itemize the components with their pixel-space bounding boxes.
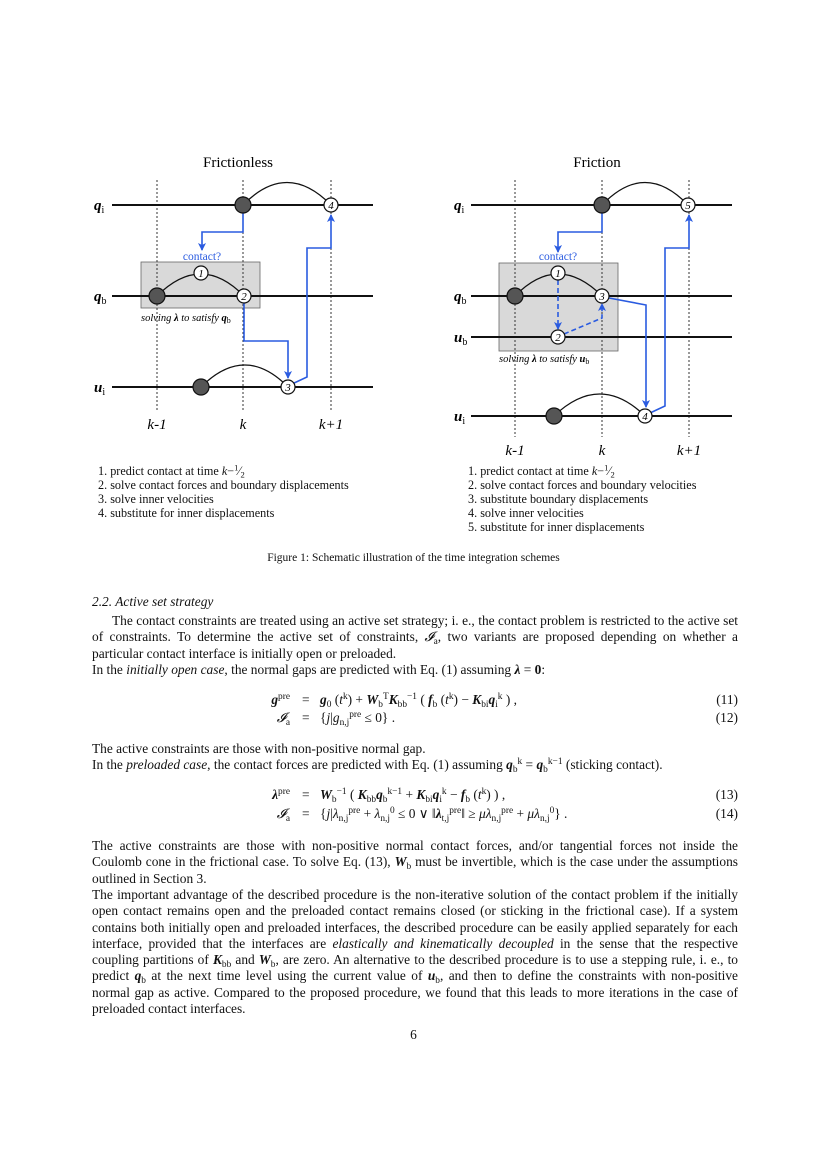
row-label-qb: $q_b$	[94, 289, 107, 307]
text-run: +	[402, 787, 417, 802]
text-run: =	[520, 662, 535, 677]
time-label: k	[598, 443, 606, 459]
text-run: j	[326, 806, 331, 821]
text-run: μλ	[527, 806, 540, 821]
text-run: initially open case	[126, 662, 225, 677]
text-run: n,j	[539, 813, 550, 824]
text-run: K	[212, 952, 222, 968]
text-run: j	[326, 710, 331, 725]
text-run: 0	[549, 805, 555, 816]
list-item	[98, 464, 349, 478]
text-run: 0	[390, 805, 395, 816]
list-item	[98, 478, 349, 492]
arrow	[650, 215, 689, 413]
text-run: a	[433, 637, 438, 648]
text-run: λ	[514, 662, 521, 677]
text-run: , the normal gaps are predicted with Eq. (1) assuming	[224, 662, 515, 677]
section-heading: 2.2. Active set strategy	[92, 594, 214, 609]
known-node	[149, 288, 165, 304]
step-number: 3	[599, 291, 605, 303]
known-node	[546, 408, 562, 424]
text-run: ≤ 0} .	[361, 710, 396, 725]
text-run: ⁄	[238, 464, 241, 478]
text-run: k	[481, 786, 487, 797]
text-run: (	[346, 787, 358, 802]
text-run: at the next time level using the current value of	[145, 968, 428, 984]
text-run: (	[437, 692, 446, 707]
text-run: k	[591, 464, 598, 478]
known-node	[193, 379, 209, 395]
list-item	[98, 492, 349, 506]
text-run: 4. substitute for inner displacements	[98, 506, 275, 520]
text-run: The contact constraints are treated using an active set strategy; i. e., the contact problem is restricted to the active set of constraints. To determine the active set of constraints,	[92, 613, 738, 645]
text-run: 1. predict contact at time	[468, 464, 592, 478]
text-run: bb	[397, 699, 407, 710]
text-run: (	[416, 692, 429, 707]
paragraph	[92, 613, 738, 662]
text-run: |	[330, 806, 333, 821]
text-run: 4. solve inner velocities	[468, 506, 584, 520]
paragraph	[92, 757, 738, 773]
text-run: +	[513, 806, 528, 821]
equation-number: (14)	[715, 806, 738, 821]
equation-number: (12)	[715, 710, 738, 725]
text-run: t	[445, 692, 449, 707]
text-run: b	[406, 862, 412, 873]
text-run: q	[376, 787, 383, 802]
row-label-qb: $q_b$	[454, 289, 467, 307]
text-run: ≤ 0 ∨ ‖	[394, 806, 436, 821]
arrow	[558, 205, 602, 252]
text-run: K	[472, 692, 482, 707]
text-run: K	[416, 787, 426, 802]
panel-title: Frictionless	[203, 155, 273, 171]
list-item	[468, 492, 696, 506]
time-label: k+1	[318, 417, 344, 433]
arc	[243, 183, 331, 206]
text-run: pre	[449, 805, 462, 816]
text-run: W	[258, 952, 271, 968]
equation-lhs	[272, 787, 290, 803]
solve-label: solving λ to satisfy qb	[141, 313, 231, 325]
text-run: k	[448, 691, 454, 702]
row-label-ub: $u_b$	[454, 330, 468, 348]
text-run: n,j	[491, 813, 502, 824]
text-run: b	[465, 794, 471, 805]
friction-steps-list	[468, 464, 696, 534]
paragraph	[92, 838, 738, 887]
arc	[602, 183, 688, 206]
text-run: W	[394, 854, 407, 870]
text-run: T	[382, 691, 389, 702]
text-run: g	[332, 710, 340, 725]
equation-14	[92, 806, 738, 824]
text-run: μλ	[479, 806, 492, 821]
text-run: q	[506, 757, 513, 772]
text-run: bi	[481, 699, 489, 710]
arrow	[292, 215, 331, 384]
step-number: 5	[685, 200, 691, 212]
frictionless-diagram	[94, 155, 373, 433]
text-run: f	[460, 787, 466, 802]
equation-rhs	[320, 806, 567, 822]
text-run: 𝓘	[424, 629, 434, 645]
step-number: 2	[241, 291, 247, 303]
text-run: preloaded case	[126, 757, 208, 772]
page-number: 6	[410, 1027, 417, 1042]
text-run: k	[221, 464, 228, 478]
text-run: +	[360, 806, 375, 821]
text-run: ‖ ≥	[461, 806, 479, 821]
text-run: In the	[92, 757, 127, 772]
arc	[201, 365, 288, 387]
equation-12	[92, 710, 738, 728]
text-run: −	[597, 464, 605, 478]
list-item	[468, 506, 696, 520]
text-run: q	[134, 968, 142, 984]
text-run: (sticking contact).	[562, 757, 663, 772]
list-item	[468, 520, 696, 534]
paragraph	[92, 662, 738, 678]
equation-13	[92, 787, 738, 805]
text-run: 3. solve inner velocities	[98, 492, 214, 506]
text-run: 1	[234, 462, 239, 473]
text-run: } .	[554, 806, 568, 821]
equation-relation: =	[302, 806, 310, 821]
text-run: {	[320, 806, 327, 821]
text-run: =	[522, 757, 537, 772]
text-run: , the contact forces are predicted with Eq. (1) assuming	[207, 757, 507, 772]
text-run: i	[495, 699, 498, 710]
text-run: 1	[604, 462, 609, 473]
text-run: |	[330, 710, 333, 725]
equation-number: (13)	[715, 787, 738, 802]
text-run: (	[470, 787, 478, 802]
step-number: 1	[555, 268, 561, 280]
step-number: 2	[555, 332, 561, 344]
text-run: , and then to define the constraints with non-positive normal gap as active. Compared to the proposed procedure, we found that this leads to more iterations in the case of preloaded contact interfaces.	[92, 968, 738, 1017]
step-number: 1	[198, 268, 204, 280]
equation-relation: =	[302, 692, 310, 707]
text-run: In the	[92, 662, 127, 677]
text-run: pre	[501, 805, 514, 816]
text-run: b	[270, 960, 276, 970]
row-label-qi: $q_i$	[94, 198, 105, 216]
equation-relation: =	[302, 787, 310, 802]
text-run: K	[357, 787, 367, 802]
contact-label: contact?	[538, 251, 578, 263]
text-run: The active constraints are those with non-positive normal gap.	[92, 741, 426, 756]
text-run: {	[320, 710, 327, 725]
text-run: g	[271, 692, 279, 707]
text-run: k−1	[387, 786, 403, 797]
text-run: k	[517, 756, 523, 767]
arrow	[202, 205, 243, 250]
equation-rhs	[320, 710, 395, 726]
time-label: k-1	[505, 443, 525, 459]
text-run: n,j	[338, 813, 349, 824]
panel-title: Friction	[573, 155, 621, 171]
text-run: n,j	[380, 813, 390, 824]
text-run: t	[477, 787, 482, 802]
text-run: a	[285, 813, 290, 824]
text-run: 𝓘	[276, 806, 286, 821]
text-run: b	[432, 699, 438, 710]
text-run: 2	[610, 469, 615, 480]
text-run: , are zero. An alternative to the described procedure is to use a stepping rule, i. e., to predict	[92, 952, 739, 984]
text-run: b	[543, 764, 548, 775]
known-node	[594, 197, 610, 213]
text-run: must be invertible, which is the case under the assumptions outlined in Section 3.	[92, 854, 739, 886]
text-run: λ	[272, 787, 279, 802]
text-run: k	[441, 786, 447, 797]
equation-rhs	[320, 692, 517, 708]
row-label-ui: $u_i$	[454, 409, 466, 427]
text-run: bb	[221, 960, 232, 970]
time-label: k+1	[676, 443, 702, 459]
time-label: k	[239, 417, 247, 433]
text-run: −1	[407, 691, 417, 702]
text-run: n,j	[339, 717, 350, 728]
text-run: a	[285, 717, 290, 728]
text-run: −1	[336, 786, 347, 797]
step-number: 4	[642, 411, 648, 423]
equation-lhs	[277, 710, 290, 726]
equation-lhs	[277, 806, 290, 822]
friction-diagram	[454, 155, 732, 459]
text-run: b	[435, 976, 440, 987]
text-run: k	[342, 691, 348, 702]
text-run: (	[331, 692, 340, 707]
text-run: bi	[425, 794, 433, 805]
arc	[554, 394, 645, 416]
equation-lhs	[271, 692, 290, 708]
text-run: t	[339, 692, 343, 707]
text-run: ) ) ,	[486, 787, 506, 802]
text-run: q	[432, 787, 440, 802]
text-run: pre	[278, 691, 290, 702]
equation-11	[92, 692, 738, 710]
text-run: b	[331, 794, 337, 805]
text-run: −	[227, 464, 235, 478]
paragraph	[92, 741, 738, 757]
text-run: t,j	[441, 813, 450, 824]
text-run: :	[541, 662, 546, 677]
list-item	[468, 478, 696, 492]
text-run: in the sense that the respective coupling partitions of	[92, 935, 738, 968]
text-run: 5. substitute for inner displacements	[468, 520, 645, 534]
known-node	[507, 288, 523, 304]
text-run: pre	[349, 709, 362, 720]
text-run: q	[536, 757, 544, 772]
text-run: 2. solve contact forces and boundary velocities	[468, 478, 697, 492]
text-run: 2. solve contact forces and boundary displacements	[98, 478, 349, 492]
text-run: 𝓘	[276, 710, 286, 725]
text-run: K	[388, 692, 398, 707]
text-run: The important advantage of the described procedure is the non-iterative solution of the contact problem if the initially open contact remains open and the preloaded contact remains closed (or sticking in the frictional case). If a system contains both initially open and preloaded interfaces, the described procedure can be easily applied separately for each interface, provided that the interfaces are	[92, 887, 738, 951]
text-run: pre	[278, 786, 290, 797]
figure-caption: Figure 1: Schematic illustration of the time integration schemes	[267, 552, 560, 564]
equation-relation: =	[302, 710, 310, 725]
text-run: 2	[240, 469, 245, 480]
text-run: , two variants are proposed depending on whether a particular contact interface is initially open or preloaded.	[92, 629, 738, 661]
text-run: 0	[534, 662, 542, 677]
row-label-qi: $q_i$	[454, 198, 465, 216]
text-run: elastically and kinematically decoupled	[332, 935, 554, 951]
text-run: q	[488, 692, 496, 707]
text-run: λ	[332, 806, 339, 821]
step-number: 4	[328, 200, 334, 212]
text-run: 3. substitute boundary displacements	[468, 492, 649, 506]
text-run: b	[378, 699, 383, 710]
text-run: g	[320, 692, 327, 707]
text-run: ⁄	[608, 464, 611, 478]
text-run: k−1	[547, 756, 563, 767]
text-run: −	[446, 787, 461, 802]
text-run: k	[497, 691, 503, 702]
text-run: u	[427, 968, 436, 984]
text-run: λ	[435, 806, 442, 821]
step-number: 3	[285, 382, 291, 394]
known-node	[235, 197, 251, 213]
text-run: b	[382, 794, 388, 805]
text-run: 0	[326, 699, 332, 710]
text-run: b	[512, 764, 518, 775]
equation-number: (11)	[716, 692, 738, 707]
solve-label: solving λ to satisfy ub	[499, 354, 590, 366]
text-run: b	[141, 976, 146, 987]
list-item	[468, 464, 696, 478]
time-label: k-1	[147, 417, 167, 433]
text-run: pre	[348, 805, 361, 816]
text-run: bb	[366, 794, 377, 805]
paragraph	[92, 887, 738, 1017]
text-run: f	[428, 692, 433, 707]
text-run: λ	[374, 806, 381, 821]
text-run: ) ,	[502, 692, 517, 707]
text-run: ) +	[347, 692, 367, 707]
text-run: The active constraints are those with non-positive normal contact forces, and/or tangential forces not inside the Coulomb cone in the frictional case. To solve Eq. (13),	[92, 838, 738, 870]
contact-label: contact?	[182, 251, 222, 263]
text-run: 1. predict contact at time	[98, 464, 222, 478]
text-run: W	[366, 692, 379, 707]
text-run: i	[439, 794, 442, 805]
frictionless-steps-list	[98, 464, 349, 520]
text-run: and	[231, 952, 259, 968]
row-label-ui: $u_i$	[94, 380, 106, 398]
list-item	[98, 506, 349, 520]
equation-rhs	[320, 787, 505, 803]
text-run: W	[320, 787, 332, 802]
text-run: ) −	[453, 692, 473, 707]
